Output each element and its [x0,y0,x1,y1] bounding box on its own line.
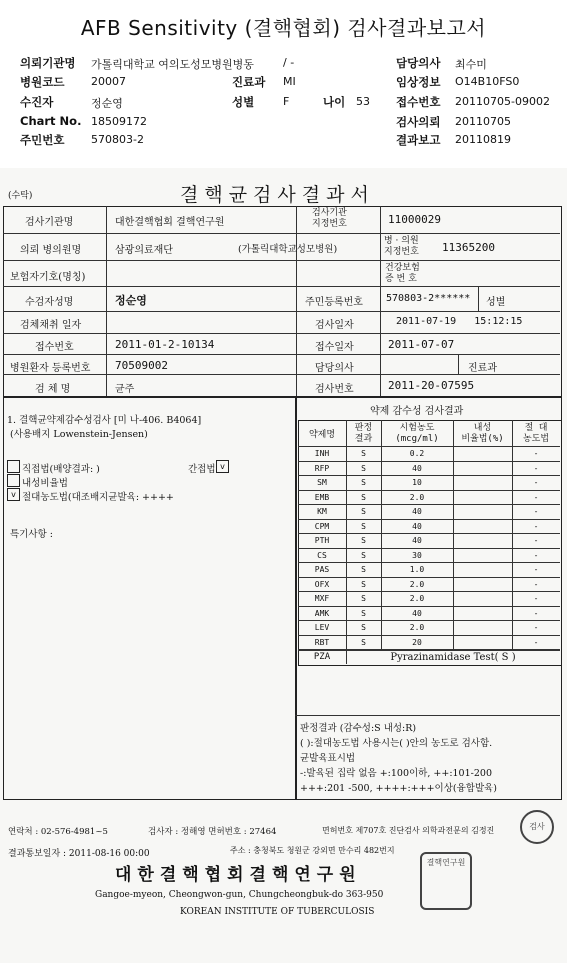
row-divider [298,606,560,607]
inst-label: 의뢰기관명 [20,56,76,70]
drug-cell-conc: 2.0 [409,594,425,603]
rrn-form-label: 주민등록번호 [305,297,363,308]
lab-id-label: 검사기관 지정번호 [312,208,347,229]
test-date-value: 2011-07-19 15:12:15 [396,316,523,327]
notify-text: 결과통보일자 : 2011-08-16 00:00 [8,849,150,859]
doctor-label: 담당의사 [396,56,441,70]
direct-label: 직접법(배양결과: ) [22,464,100,475]
drug-cell-res: S [361,565,366,574]
medium-text: (사용배지 Lowenstein-Jensen) [10,429,148,440]
drug-cell-conc: 20 [412,637,422,647]
receipt-date-value: 2011-07-07 [388,338,455,351]
drug-cell-drug: OFX [314,579,330,589]
drug-cell-drug: MXF [314,594,330,603]
drug-cell-abs: - [533,463,539,473]
drug-cell-abs: - [533,521,539,531]
rrn-label: 주민번호 [20,133,65,147]
col-ratio: 내성 비율법(%) [461,423,504,444]
legend-line-5: +++:201 -500, ++++:+++이상(융합발육) [300,783,498,794]
drug-cell-conc: 40 [412,608,422,618]
tester-text: 검사자 : 정해영 면허번호 : 27464 [148,827,277,837]
drug-cell-abs: - [533,536,539,545]
age-label: 나이 [323,95,346,109]
drug-cell-abs: - [533,449,539,458]
drug-cell-res: S [361,492,366,502]
receipt-form-value: 2011-01-2-10134 [115,338,215,351]
legend-line-2: ( ):절대농도법 사용시는( )안의 농도로 검사함. [300,738,493,749]
drug-cell-abs: - [533,550,539,560]
drug-cell-drug: INH [314,449,330,458]
method-text: 1. 결핵균약제감수성검사 [미 나-406. B4064] [7,415,202,426]
drug-cell-res: S [361,579,366,589]
age-value: 53 [356,95,370,108]
drug-cell-res: S [361,449,366,458]
row-divider [298,577,560,578]
test-no-label: 검사번호 [315,384,354,395]
ratio-label: 내성비율법 [22,478,68,489]
clinical-label: 임상정보 [396,75,441,89]
absolute-checkbox: v [7,488,20,501]
reg-label: 병원환자 등록번호 [10,363,91,374]
legend-line-1: 판정결과 (감수성:S 내성:R) [300,723,417,734]
drug-cell-res: S [361,623,366,632]
drug-cell-conc: 40 [412,521,422,531]
drug-cell-res: S [361,521,366,531]
drug-cell-abs: - [533,637,539,647]
row-divider [298,562,560,563]
drug-cell-conc: 40 [412,507,422,516]
drug-cell-drug: PTH [314,536,330,545]
drug-cell-conc: 2.0 [409,579,425,589]
row-divider [298,548,560,549]
lab-id-value: 11000029 [388,213,441,226]
chart-label: Chart No. [20,114,82,128]
req-id-label: 병 · 의원 지정번호 [384,236,419,257]
receipt-value: 20110705-09002 [455,95,550,108]
drug-cell-conc: 40 [412,463,422,473]
org-name-en: KOREAN INSTITUTE OF TUBERCULOSIS [180,907,375,917]
row-divider [298,475,560,476]
hosp-code-label: 병원코드 [20,75,65,89]
drug-cell-drug: AMK [314,608,330,618]
lab-label: 검사기관명 [25,217,74,228]
drug-cell-res: S [361,507,366,516]
collect-label: 검체채취 일자 [20,320,82,331]
drug-cell-drug: RFP [314,463,330,473]
row-divider [298,635,560,636]
name-label: 수검자성명 [25,297,74,308]
address-text: 주소 : 충청북도 청원군 강외면 만수리 482번지 [230,846,395,855]
test-date-label: 검사일자 [315,320,354,331]
drug-cell-drug: KM [317,507,327,516]
request-label: 검사의뢰 [396,115,441,129]
lab-value: 대한결핵협회 결핵연구원 [115,217,225,228]
drug-cell-abs: - [533,594,539,603]
drug-cell-drug: LEV [314,623,330,632]
drug-cell-conc: 40 [412,536,422,545]
director-text: 면허번호 제707호 진단검사 의학과전문의 김정진 [322,826,495,835]
drug-cell-res: S [361,536,366,545]
drug-cell-conc: 0.2 [409,449,425,458]
notes-label: 특기사항 : [10,529,53,540]
drug-cell-abs: - [533,507,539,516]
req-id-value: 11365200 [442,241,495,254]
table-title: 약제 감수성 검사결과 [370,406,464,417]
org-name-kr: 대한결핵협회결핵연구원 [115,865,362,885]
dept-form-label: 진료과 [468,363,497,374]
drug-cell-conc: 2.0 [409,623,425,632]
drug-cell-drug: PAS [314,565,330,574]
req-inst-sub: (가톨릭대학교성모병원) [238,244,338,255]
drug-cell-abs: - [533,623,539,632]
row-divider [298,533,560,534]
rrn-form-value: 570803-2****** [386,293,471,304]
ward-value: / - [283,56,295,69]
rrn-value: 570803-2 [91,133,144,146]
doctor-form-label: 담당의사 [315,363,354,374]
drug-cell-conc: 30 [412,550,422,560]
drug-cell-conc: 2.0 [409,492,425,502]
doctor-value: 최수미 [455,58,487,71]
drug-cell-res: S [361,594,366,603]
req-inst-label: 의뢰 병의원명 [20,245,82,256]
drug-cell-abs: - [533,492,539,502]
gender-label: 성별 [486,297,506,308]
patient-value: 정순영 [91,97,123,110]
indirect-label: 간접법 [188,464,216,475]
request-value: 20110705 [455,115,511,128]
sex-label: 성별 [232,95,255,109]
row-divider [298,591,560,592]
row-divider [298,504,560,505]
row-divider [298,490,560,491]
row-divider [298,461,560,462]
dept-label: 진료과 [232,75,266,89]
legend-line-4: -:발육된 집락 없음 +:100이하, ++:101-200 [300,768,492,779]
clinical-value: O14B10FS0 [455,75,520,88]
specimen-value: 균주 [115,384,135,395]
reg-value: 70509002 [115,359,168,372]
col-conc: 시험농도 (mcg/ml) [395,423,439,444]
sex-value: F [283,95,290,108]
drug-cell-drug: CS [317,550,327,560]
dept-value: MI [283,75,296,88]
receipt-date-label: 접수일자 [315,342,354,353]
drug-cell-drug: EMB [314,492,330,502]
col-result: 판정 결과 [354,423,373,444]
col-drug: 약제명 [308,430,336,440]
drug-cell-res: S [361,478,366,487]
test-no-value: 2011-20-07595 [388,379,475,392]
insurance-label: 건강보험 증 번 호 [385,263,420,284]
drug-cell-abs: - [533,565,539,574]
row-divider [298,620,560,621]
form-title: 결핵균검사결과서 [180,184,375,206]
ratio-checkbox [7,474,20,487]
contact-text: 연락처 : 02-576-4981~5 [8,827,108,837]
drug-cell-res: S [361,608,366,618]
report-date-label: 결과보고 [396,133,441,147]
receipt-label: 접수번호 [396,95,441,109]
drug-cell-res: S [361,550,366,560]
copy-mark: (수탁) [8,191,33,201]
specimen-label: 검 체 명 [35,384,71,395]
drug-cell-res: S [361,637,366,647]
receipt-form-label: 접수번호 [35,342,74,353]
drug-cell-res: S [361,463,366,473]
indirect-checkbox: v [216,460,229,473]
inspector-seal: 검사 [520,810,554,844]
direct-checkbox [7,460,20,473]
report-title: AFB Sensitivity (결핵협회) 검사결과보고서 [80,16,487,40]
col-absolute: 절 대 농도법 [522,423,550,444]
drug-cell-conc: 10 [412,478,422,487]
drug-cell-drug: SM [317,478,327,487]
drug-cell-abs: - [533,579,539,589]
patient-label: 수진자 [20,95,54,109]
pza-label: PZA [313,652,331,662]
req-inst-value: 삼광의료재단 [115,245,173,256]
absolute-label: 절대농도법(대조배지균발육: ++++ [22,492,174,503]
inst-value: 가톨릭대학교 여의도성모병원병동 [91,58,254,71]
hosp-code-value: 20007 [91,75,126,88]
report-date-value: 20110819 [455,133,511,146]
institute-seal: 결핵연구원 [420,852,472,910]
method-panel [3,396,297,800]
drug-cell-abs: - [533,478,539,487]
drug-cell-drug: RBT [314,637,330,647]
drug-cell-abs: - [533,608,539,618]
legend-line-3: 균발육표시법 [300,753,356,764]
pza-value: Pyrazinamidase Test( S ) [390,652,516,663]
insurer-label: 보험자기호(명칭) [10,272,86,283]
chart-value: 18509172 [91,115,147,128]
drug-cell-drug: CPM [314,521,330,531]
address-en: Gangoe-myeon, Cheongwon-gun, Chungcheongbuk-do 363-950 [95,890,384,900]
row-divider [298,519,560,520]
drug-cell-conc: 1.0 [409,565,425,574]
name-value: 정순영 [115,294,147,307]
